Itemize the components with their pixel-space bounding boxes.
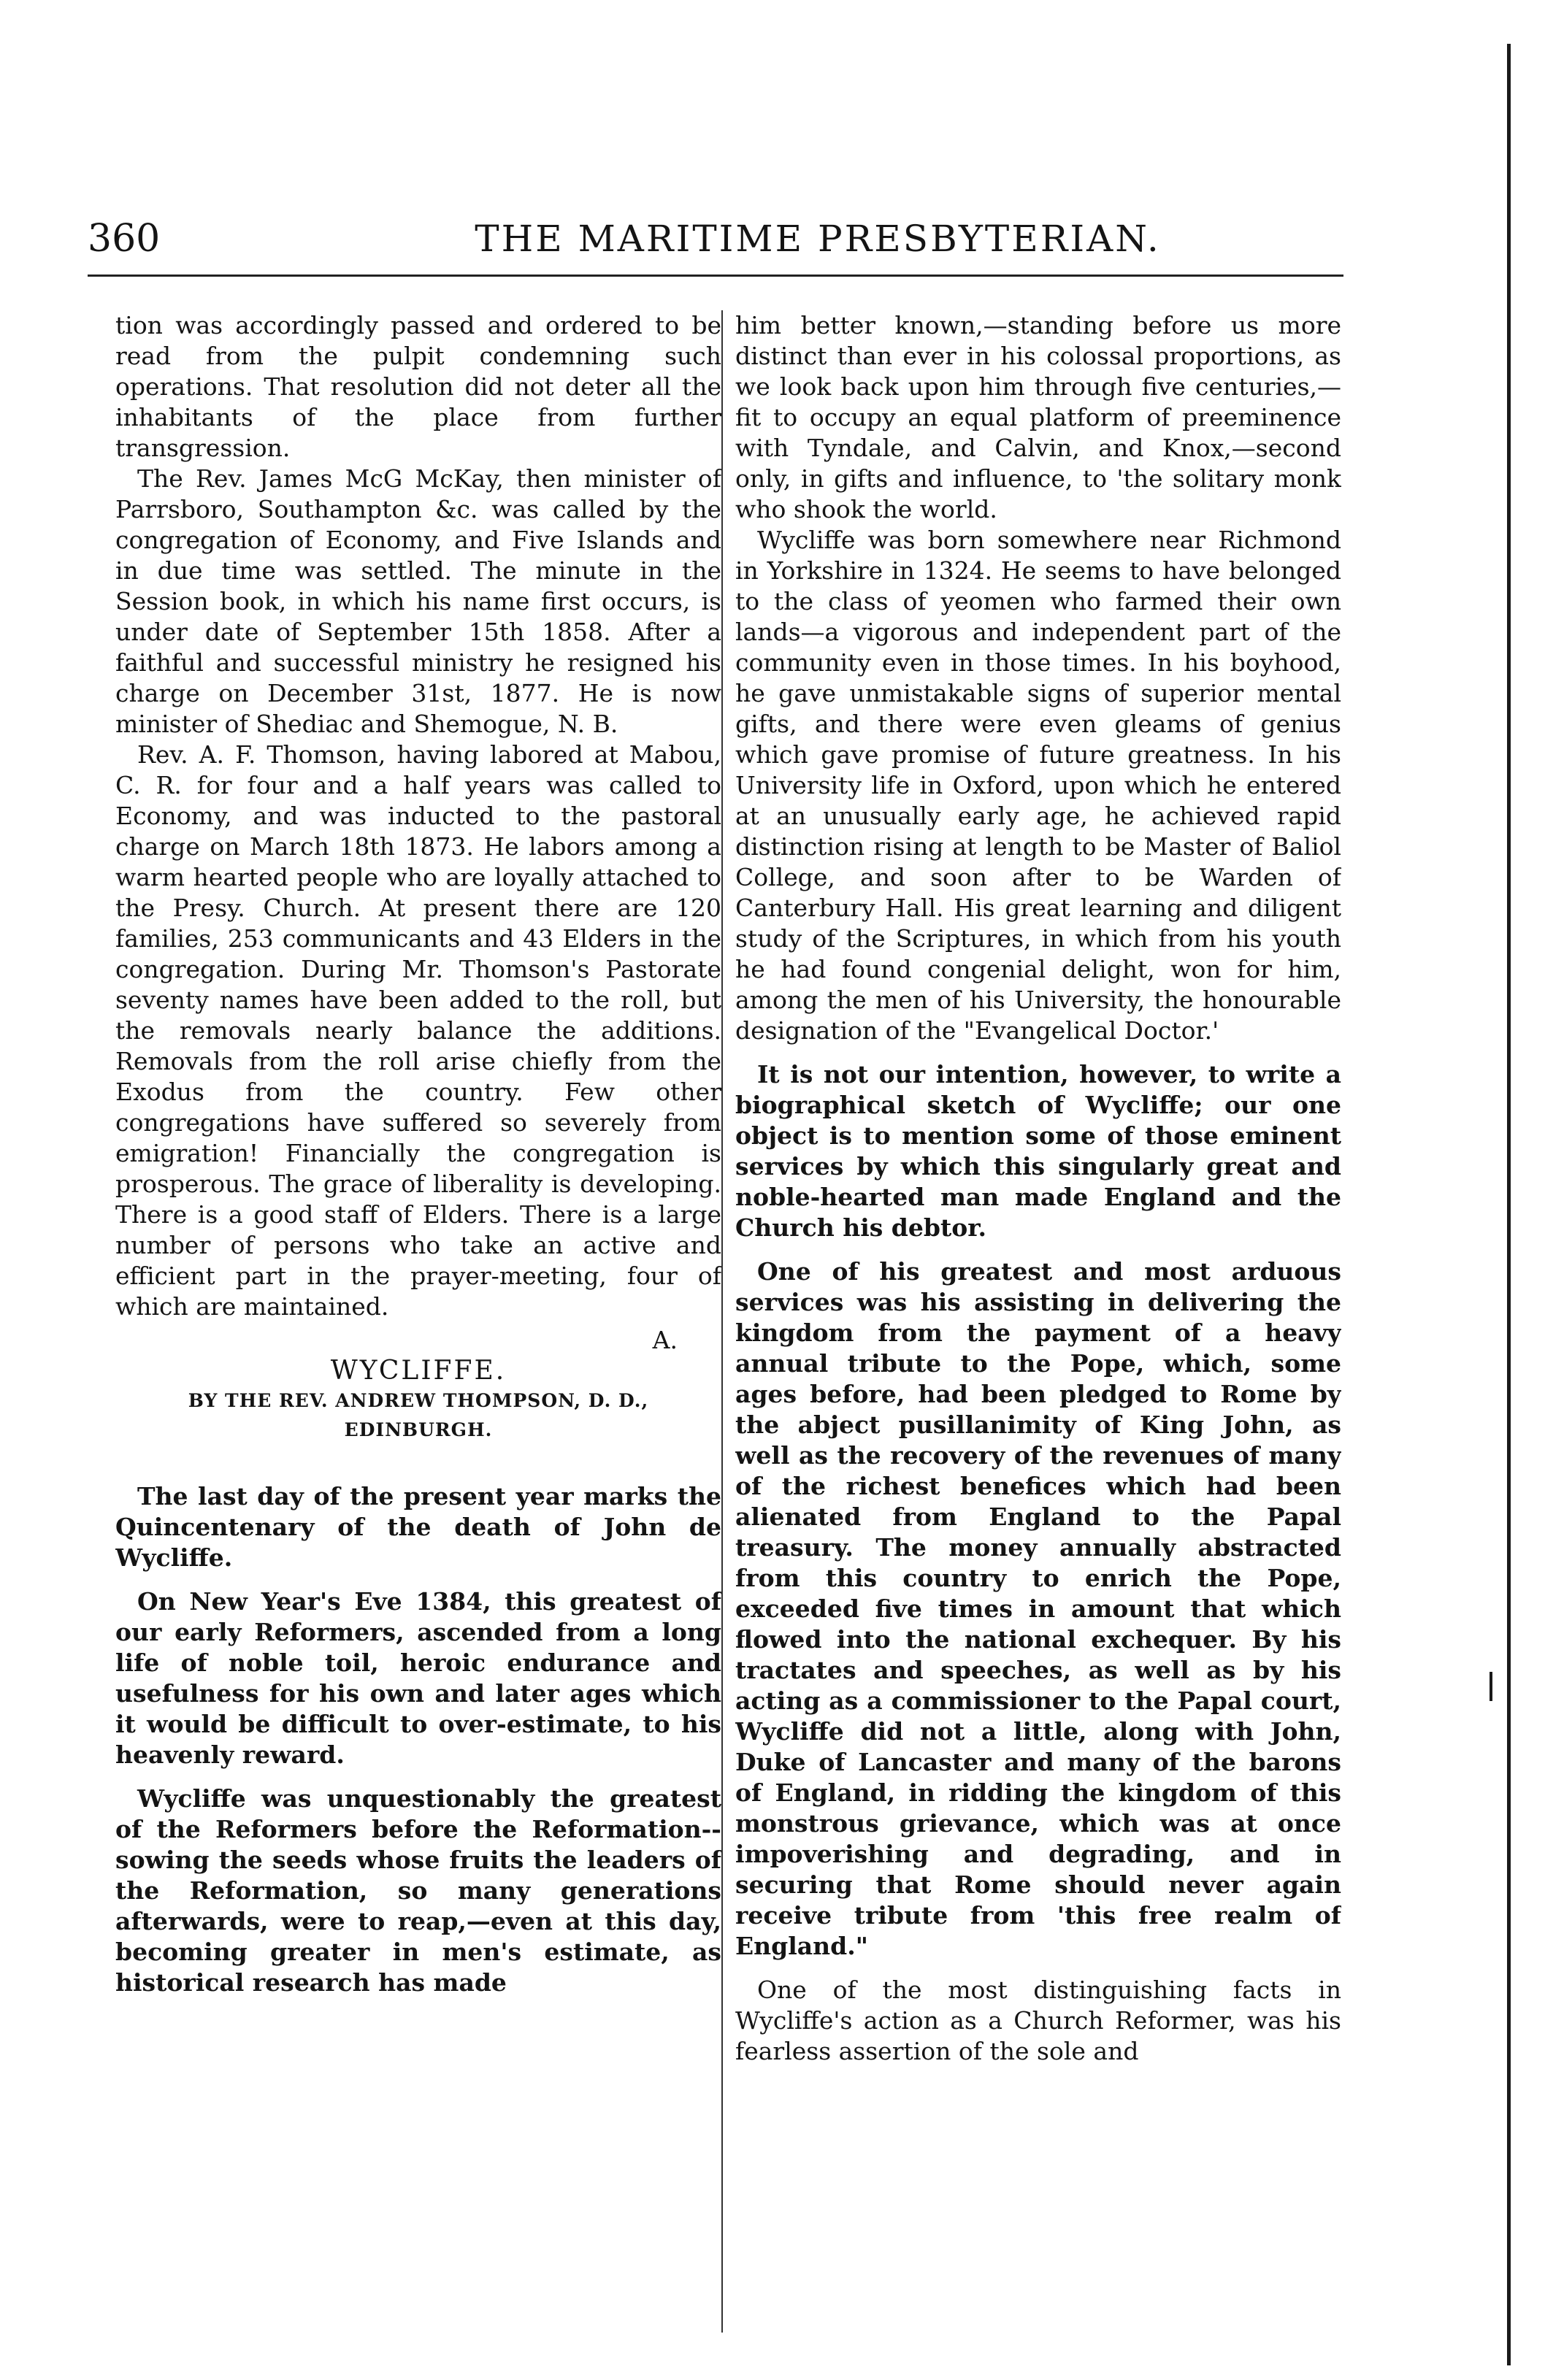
paragraph: Wycliffe was born somewhere near Richmond in Yorkshire in 1324. He seems to have belonged to the class of yeomen who farmed their own lands—a vigorous and independent part of the community even in those times. In his boyhood, he gave unmistakable signs of superior mental gifts, and there were even gleams of genius which gave promise of future greatness. In his University life in Oxford, upon which he entered at an unusually early age, he achieved rapid distinction rising at length to be Master of Baliol College, and soon after to be Warden of Canterbury Hall. His great learning and diligent study of the Scriptures, in which from his youth he had found congenial delight, won for him, among the men of his University, the honourable designation of the "Evangelical Doctor.' — [735, 526, 1341, 1045]
paragraph: Rev. A. F. Thomson, having labored at Mabou, C. R. for four and a half years was called to Economy, and was inducted to the pastoral charge on March 18th 1873. He labors among a warm hearted people who are loyally attached to the Presy. Church. At present there are 120 families, 253 communicants and 43 Elders in the congregation. During Mr. Thomson's Pastorate seventy names have been added to the roll, but the removals nearly balance the additions. Removals from the roll arise chiefly from the Exodus from the country. Few other congregations have suffered so severely from emigration! Financially the congregation is prosperous. The grace of liberality is developing. There is a good staff of Elders. There is a large number of persons who take an active and efficient part in the prayer-meeting, four of which are maintained. — [115, 740, 721, 1321]
byline — [115, 1386, 721, 1445]
left-column — [115, 310, 721, 2333]
page-number: 360 — [88, 217, 161, 261]
paragraph: tion was accordingly passed and ordered to be read from the pulpit condemning such operations. That resolution did not deter all the inhabitants of the place from further transgression. — [115, 311, 721, 462]
paragraph: The Rev. James McG McKay, then minister of Parrsboro, Southampton &c. was called by the congregation of Economy, and Five Islands and in due time was settled. The minute in the Session book, in which his name first occurs, is under date of September 15th 1858. After a faithful and successful ministry he resigned his charge on December 31st, 1877. He is now minister of Shediac and Shemogue, N. B. — [115, 464, 721, 738]
page-header — [88, 213, 1343, 264]
byline-author: BY THE REV. ANDREW THOMPSON, D. D., — [188, 1390, 649, 1411]
section-title: WYCLIFFE. — [330, 1356, 507, 1386]
byline-place: EDINBURGH. — [344, 1419, 493, 1440]
paragraph: Wycliffe was unquestionably the greatest of the Reformers before the Reformation--sowing the seeds whose fruits the leaders of the Reformation, so many generations afterwards, were to reap,—even at this day, becoming greater in men's estimate, as historical research has made — [115, 1784, 721, 1997]
binding-edge-line — [1507, 44, 1511, 2365]
header-rule — [88, 275, 1343, 277]
margin-mark — [1490, 1672, 1492, 1701]
paragraph: One of his greatest and most arduous services was his assisting in delivering the kingdom from the payment of a heavy annual tribute to the Pope, which, some ages before, had been pledged to Rome by the abject pusillanimity of King John, as well as the recovery of the revenues of many of the richest benefices which had been alienated from England to the Papal treasury. The money annually abstracted from this country to enrich the Pope, exceeded five times in amount that which flowed into the national exchequer. By his tractates and speeches, as well as by his acting as a commissioner to the Papal court, Wycliffe did not a little, along with John, Duke of Lancaster and many of the barons of England, in ridding the kingdom of this monstrous grievance, which was at once impoverishing and degrading, and in securing that Rome should never again receive tribute from 'this free realm of England." — [735, 1257, 1341, 1960]
paragraph: him better known,—standing before us more distinct than ever in his colossal proportions, as we look back upon him through five centuries,—fit to occupy an equal platform of preeminence with Tyndale, and Calvin, and Knox,—second only, in gifts and influence, to 'the solitary monk who shook the world. — [735, 311, 1341, 523]
paragraph: It is not our intention, however, to write a biographical sketch of Wycliffe; our one object is to mention some of those eminent services by which this singularly great and noble-hearted man made England and the Church his debtor. — [735, 1060, 1341, 1242]
paragraph: On New Year's Eve 1384, this greatest of our early Reformers, ascended from a long life of noble toil, heroic endurance and usefulness for his own and later ages which it would be difficult to over-estimate, to his heavenly reward. — [115, 1587, 721, 1769]
signature: A. — [652, 1326, 678, 1354]
paragraph: The last day of the present year marks the Quincentenary of the death of John de Wycliffe. — [115, 1482, 721, 1572]
column-divider — [721, 310, 723, 2333]
paragraph: One of the most distinguishing facts in Wycliffe's action as a Church Reformer, was his fearless assertion of the sole and — [735, 1976, 1341, 2065]
right-column — [735, 310, 1341, 2333]
running-title: THE MARITIME PRESBYTERIAN. — [475, 218, 1161, 260]
